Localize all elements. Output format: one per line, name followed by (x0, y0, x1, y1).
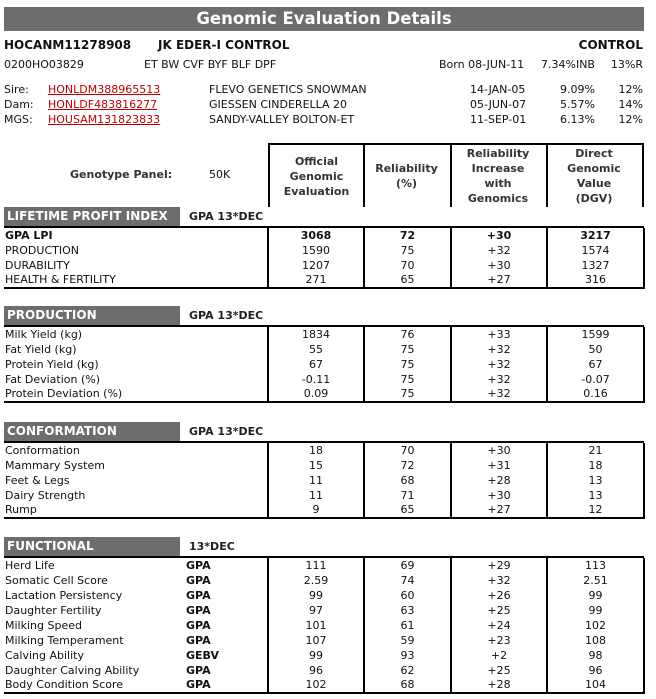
dgv-value: 1574 (547, 243, 644, 258)
source-code (184, 488, 268, 503)
source-code (184, 228, 268, 243)
page-title: Genomic Evaluation Details (4, 7, 644, 31)
trait-label: Protein Deviation (%) (4, 387, 184, 402)
reliability-value: 75 (364, 243, 451, 258)
source-code (184, 327, 268, 342)
reliability-value: 75 (364, 342, 451, 357)
col-header-dgv-text: Direct Genomic Value (DGV) (567, 147, 621, 205)
col-header-increase-text: Reliability Increase with Genomics (466, 147, 530, 205)
section-gpa-label: 13*DEC (189, 540, 235, 553)
table-row (4, 648, 644, 663)
reliability-value: 69 (364, 558, 451, 573)
dgv-value: 13 (547, 473, 644, 488)
table-row (4, 387, 644, 402)
source-code: GPA (184, 678, 268, 693)
section-table (4, 228, 645, 289)
dam-id-link[interactable]: HONLDF483816277 (48, 98, 158, 111)
increase-value: +31 (451, 458, 547, 473)
increase-value: +27 (451, 273, 547, 288)
dgv-value: 99 (547, 603, 644, 618)
dgv-value: 104 (547, 678, 644, 693)
animal-inbreeding: 7.34%INB (541, 58, 595, 71)
trait-label: Milking Speed (5, 618, 82, 632)
trait-label: Milk Yield (kg) (5, 327, 83, 341)
dgv-value: 316 (547, 273, 644, 288)
dgv-value: 1599 (547, 327, 644, 342)
table-row (4, 258, 644, 273)
dgv-value: 21 (547, 443, 644, 458)
increase-value: +25 (451, 663, 547, 678)
reliability-value: 59 (364, 633, 451, 648)
source-code: GPA (186, 618, 211, 632)
source-code (184, 357, 268, 372)
pedigree-date: 14-JAN-05 (470, 83, 526, 96)
table-row (4, 678, 644, 693)
official-value: 97 (268, 603, 364, 618)
official-value: 1834 (268, 327, 364, 342)
trait-label: Dairy Strength (5, 488, 86, 502)
section-gpa-label: GPA 13*DEC (189, 210, 264, 223)
official-value: 18 (268, 443, 364, 458)
increase-value: +33 (451, 327, 547, 342)
pedigree-role: MGS: (4, 113, 33, 126)
source-code: GPA (186, 558, 211, 572)
pedigree-role: Sire: (4, 83, 29, 96)
increase-value: +30 (451, 488, 547, 503)
table-row (4, 603, 644, 618)
official-value: 102 (268, 678, 364, 693)
genotype-value: 50K (209, 168, 231, 181)
table-row (4, 273, 644, 288)
reliability-value: 60 (364, 588, 451, 603)
trait-label: Milking Temperament (5, 633, 124, 647)
source-code (184, 387, 268, 402)
official-value: 1207 (268, 258, 364, 273)
increase-value: +32 (451, 342, 547, 357)
official-value: 101 (268, 618, 364, 633)
table-row (4, 618, 644, 633)
mgs-id-link[interactable]: HOUSAM131823833 (48, 113, 161, 126)
trait-label: Protein Yield (kg) (5, 357, 99, 371)
table-row (4, 327, 644, 342)
col-header-dgv (546, 143, 644, 207)
trait-label: Rump (4, 503, 184, 518)
reliability-value: 61 (364, 618, 451, 633)
table-row (4, 473, 644, 488)
trait-label: Herd Life (5, 558, 55, 572)
official-value: -0.11 (268, 372, 364, 387)
increase-value: +29 (451, 558, 547, 573)
reliability-value: 76 (364, 327, 451, 342)
trait-label: Fat Yield (kg) (5, 342, 77, 356)
dgv-value: 3217 (547, 228, 644, 243)
col-header-reliability (363, 143, 452, 207)
pedigree-date: 11-SEP-01 (470, 113, 527, 126)
trait-label: PRODUCTION (5, 243, 79, 257)
official-value: 271 (268, 273, 364, 288)
dgv-value: 102 (547, 618, 644, 633)
increase-value: +2 (451, 648, 547, 663)
increase-value: +28 (451, 678, 547, 693)
animal-id: HOCANM11278908 (4, 38, 132, 52)
pedigree-r: 12% (618, 113, 643, 126)
table-row (4, 372, 644, 387)
section-gpa-label: GPA 13*DEC (189, 309, 264, 322)
increase-value: +27 (451, 503, 547, 518)
increase-value: +32 (451, 372, 547, 387)
reliability-value: 65 (364, 503, 451, 518)
trait-label: Somatic Cell Score (5, 573, 108, 587)
official-value: 107 (268, 633, 364, 648)
reliability-value: 70 (364, 258, 451, 273)
col-header-reliability-text: Reliability (%) (375, 162, 438, 190)
official-value: 96 (268, 663, 364, 678)
trait-label: Calving Ability (5, 648, 84, 662)
pedigree-r: 14% (618, 98, 643, 111)
official-value: 2.59 (268, 573, 364, 588)
source-code: GEBV (186, 648, 219, 662)
trait-label: Mammary System (5, 458, 105, 472)
increase-value: +28 (451, 473, 547, 488)
table-row (4, 573, 644, 588)
source-code (184, 443, 268, 458)
source-code (184, 458, 268, 473)
reliability-value: 75 (364, 372, 451, 387)
pedigree-name: SANDY-VALLEY BOLTON-ET (209, 113, 355, 126)
dgv-value: 2.51 (547, 573, 644, 588)
section-table (4, 327, 645, 403)
increase-value: +30 (451, 443, 547, 458)
section-title: CONFORMATION (4, 422, 180, 441)
source-code: GPA (186, 588, 211, 602)
reliability-value: 74 (364, 573, 451, 588)
pedigree-date: 05-JUN-07 (470, 98, 527, 111)
reliability-value: 68 (364, 678, 451, 693)
table-row (4, 458, 644, 473)
animal-traits: ET BW CVF BYF BLF DPF (144, 58, 277, 71)
official-value: 99 (268, 648, 364, 663)
dgv-value: 99 (547, 588, 644, 603)
source-code (184, 243, 268, 258)
increase-value: +32 (451, 357, 547, 372)
pedigree-name: GIESSEN CINDERELLA 20 (209, 98, 348, 111)
section-title: PRODUCTION (4, 306, 180, 325)
table-row (4, 342, 644, 357)
dgv-value: 1327 (547, 258, 644, 273)
col-header-increase (450, 143, 548, 207)
increase-value: +32 (451, 573, 547, 588)
reliability-value: 62 (364, 663, 451, 678)
pedigree-role: Dam: (4, 98, 34, 111)
source-code: GPA (186, 603, 211, 617)
section-title: FUNCTIONAL (4, 537, 180, 556)
source-code (184, 473, 268, 488)
official-value: 67 (268, 357, 364, 372)
increase-value: +32 (451, 387, 547, 402)
animal-name: JK EDER-I CONTROL (158, 38, 290, 52)
official-value: 15 (268, 458, 364, 473)
animal-born: Born 08-JUN-11 (439, 58, 525, 71)
pedigree-r: 12% (618, 83, 643, 96)
trait-label: DURABILITY (5, 258, 70, 272)
table-row (4, 443, 644, 458)
source-code: GPA (186, 573, 211, 587)
pedigree-pct: 6.13% (560, 113, 595, 126)
official-value: 111 (268, 558, 364, 573)
section-table (4, 558, 645, 694)
increase-value: +30 (451, 228, 547, 243)
trait-label: Body Condition Score (4, 678, 184, 693)
dgv-value: 18 (547, 458, 644, 473)
dgv-value: 50 (547, 342, 644, 357)
trait-label: Daughter Calving Ability (5, 663, 140, 677)
official-value: 0.09 (268, 387, 364, 402)
trait-label: Lactation Persistency (5, 588, 123, 602)
increase-value: +23 (451, 633, 547, 648)
reliability-value: 72 (364, 228, 451, 243)
pedigree-name: FLEVO GENETICS SNOWMAN (209, 83, 367, 96)
dgv-value: 113 (547, 558, 644, 573)
source-code (184, 372, 268, 387)
official-value: 55 (268, 342, 364, 357)
reliability-value: 70 (364, 443, 451, 458)
table-row (4, 357, 644, 372)
official-value: 11 (268, 488, 364, 503)
source-code (184, 273, 268, 288)
reliability-value: 68 (364, 473, 451, 488)
reliability-value: 75 (364, 357, 451, 372)
genotype-label: Genotype Panel: (70, 168, 173, 181)
source-code: GPA (186, 633, 211, 647)
trait-label: GPA LPI (5, 228, 53, 242)
official-value: 9 (268, 503, 364, 518)
trait-label: Daughter Fertility (5, 603, 102, 617)
table-row (4, 588, 644, 603)
dgv-value: 108 (547, 633, 644, 648)
section-gpa-label: GPA 13*DEC (189, 425, 264, 438)
col-header-official (268, 143, 365, 207)
trait-label: Conformation (5, 443, 80, 457)
section-table (4, 443, 645, 519)
table-row (4, 503, 644, 518)
table-row (4, 243, 644, 258)
reliability-value: 93 (364, 648, 451, 663)
official-value: 99 (268, 588, 364, 603)
pedigree-pct: 5.57% (560, 98, 595, 111)
sire-id-link[interactable]: HONLDM388965513 (48, 83, 161, 96)
increase-value: +24 (451, 618, 547, 633)
animal-code: 0200HO03829 (4, 58, 84, 71)
official-value: 1590 (268, 243, 364, 258)
source-code (184, 503, 268, 518)
official-value: 11 (268, 473, 364, 488)
table-row (4, 488, 644, 503)
reliability-value: 63 (364, 603, 451, 618)
increase-value: +25 (451, 603, 547, 618)
table-row (4, 663, 644, 678)
reliability-value: 72 (364, 458, 451, 473)
animal-short-name: CONTROL (578, 38, 643, 52)
trait-label: Fat Deviation (%) (5, 372, 101, 386)
reliability-value: 71 (364, 488, 451, 503)
trait-label: Feet & Legs (5, 473, 70, 487)
dgv-value: 98 (547, 648, 644, 663)
table-row (4, 633, 644, 648)
official-value: 3068 (268, 228, 364, 243)
animal-reliability: 13%R (610, 58, 643, 71)
reliability-value: 65 (364, 273, 451, 288)
pedigree-pct: 9.09% (560, 83, 595, 96)
increase-value: +30 (451, 258, 547, 273)
dgv-value: 67 (547, 357, 644, 372)
dgv-value: 12 (547, 503, 644, 518)
table-row (4, 228, 644, 243)
source-code: GPA (186, 663, 211, 677)
table-row (4, 558, 644, 573)
dgv-value: 96 (547, 663, 644, 678)
increase-value: +26 (451, 588, 547, 603)
dgv-value: 0.16 (547, 387, 644, 402)
section-title: LIFETIME PROFIT INDEX (4, 207, 180, 226)
increase-value: +32 (451, 243, 547, 258)
dgv-value: -0.07 (547, 372, 644, 387)
source-code (184, 342, 268, 357)
trait-label: HEALTH & FERTILITY (4, 273, 184, 288)
col-header-official-text: Official Genomic Evaluation (283, 154, 350, 198)
reliability-value: 75 (364, 387, 451, 402)
dgv-value: 13 (547, 488, 644, 503)
source-code (184, 258, 268, 273)
